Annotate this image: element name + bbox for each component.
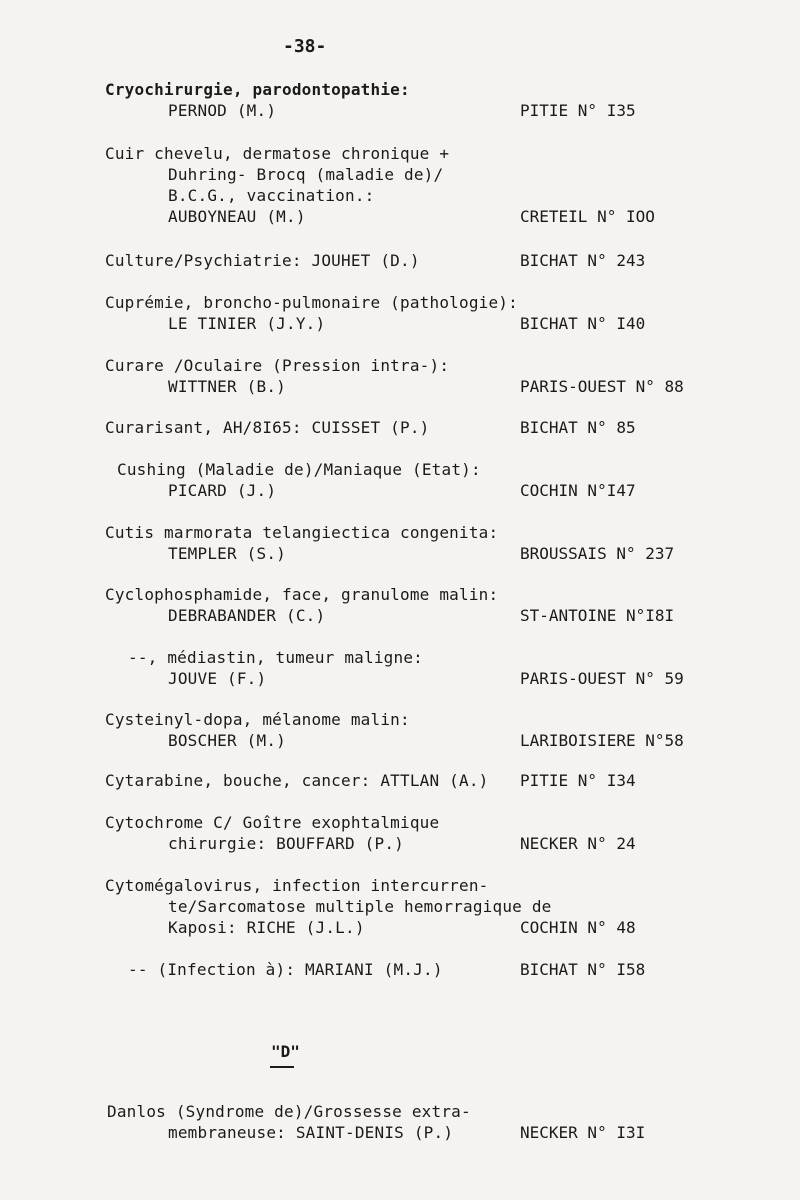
entry-location: BICHAT N° 243 (520, 251, 646, 270)
entry-author: LE TINIER (J.Y.) (168, 314, 326, 333)
entry-location: PARIS-OUEST N° 59 (520, 669, 684, 688)
entry-author: AUBOYNEAU (M.) (168, 207, 306, 226)
entry-author: JOUVE (F.) (168, 669, 267, 688)
entry-location: BICHAT N° I58 (520, 960, 646, 979)
entry-line: B.C.G., vaccination.: (168, 186, 375, 205)
entry-author: Kaposi: RICHE (J.L.) (168, 918, 365, 937)
entry-heading: Cytochrome C/ Goître exophtalmique (105, 813, 440, 832)
entry-author: WITTNER (B.) (168, 377, 286, 396)
section-underline (270, 1066, 294, 1068)
entry-heading: --, médiastin, tumeur maligne: (128, 648, 423, 667)
entry-location: PARIS-OUEST N° 88 (520, 377, 684, 396)
entry-line: te/Sarcomatose multiple hemorragique de (168, 897, 552, 916)
entry-heading: Cytarabine, bouche, cancer: ATTLAN (A.) (105, 771, 489, 790)
entry-author: PERNOD (M.) (168, 101, 277, 120)
entry-heading: Cysteinyl-dopa, mélanome malin: (105, 710, 410, 729)
entry-author: PICARD (J.) (168, 481, 277, 500)
entry-location: BROUSSAIS N° 237 (520, 544, 675, 563)
entry-location: COCHIN N°I47 (520, 481, 636, 500)
section-letter: "D" (271, 1042, 300, 1061)
entry-location: ST-ANTOINE N°I8I (520, 606, 675, 625)
entry-author: chirurgie: BOUFFARD (P.) (168, 834, 404, 853)
entry-location: BICHAT N° I40 (520, 314, 646, 333)
entry-heading: Curarisant, AH/8I65: CUISSET (P.) (105, 418, 430, 437)
entry-location: CRETEIL N° IOO (520, 207, 655, 226)
entry-heading: Cuir chevelu, dermatose chronique + (105, 144, 450, 163)
entry-heading: Cutis marmorata telangiectica congenita: (105, 523, 499, 542)
entry-author: BOSCHER (M.) (168, 731, 286, 750)
entry-line: Duhring- Brocq (maladie de)/ (168, 165, 444, 184)
entry-location: COCHIN N° 48 (520, 918, 636, 937)
entry-location: PITIE N° I34 (520, 771, 636, 790)
entry-location: NECKER N° 24 (520, 834, 636, 853)
entry-heading: Cytomégalovirus, infection intercurren- (105, 876, 489, 895)
entry-location: LARIBOISIERE N°58 (520, 731, 684, 750)
entry-heading: Cuprémie, broncho-pulmonaire (pathologie): (105, 293, 518, 312)
entry-heading: Cryochirurgie, parodontopathie: (105, 80, 410, 99)
entry-heading: Cyclophosphamide, face, granulome malin: (105, 585, 499, 604)
entry-author: membraneuse: SAINT-DENIS (P.) (168, 1123, 454, 1142)
entry-location: PITIE N° I35 (520, 101, 636, 120)
entry-location: NECKER N° I3I (520, 1123, 646, 1142)
entry-heading: Danlos (Syndrome de)/Grossesse extra- (107, 1102, 471, 1121)
entry-heading: -- (Infection à): MARIANI (M.J.) (128, 960, 443, 979)
page-number: -38- (283, 36, 327, 57)
entry-heading: Curare /Oculaire (Pression intra-): (105, 356, 450, 375)
entry-author: TEMPLER (S.) (168, 544, 286, 563)
entry-author: DEBRABANDER (C.) (168, 606, 326, 625)
entry-location: BICHAT N° 85 (520, 418, 636, 437)
entry-heading: Culture/Psychiatrie: JOUHET (D.) (105, 251, 420, 270)
entry-heading: Cushing (Maladie de)/Maniaque (Etat): (117, 460, 481, 479)
